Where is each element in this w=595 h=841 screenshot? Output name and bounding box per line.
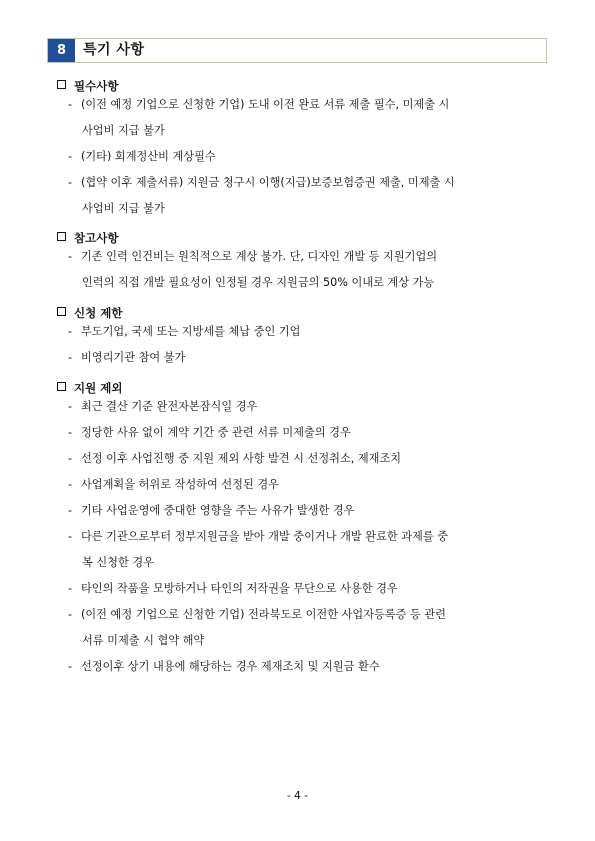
list-item <box>68 144 548 170</box>
list-item <box>68 394 548 420</box>
list-item <box>68 92 548 144</box>
list-item-text: (이전 예정 기업으로 신청한 기업) 도내 이전 완료 서류 제출 필수, 미제출 시 <box>81 98 450 111</box>
list-item-text: 비영리기관 참여 불가 <box>81 351 186 364</box>
list-item-text: 기타 사업운영에 중대한 영향을 주는 사유가 발생한 경우 <box>81 504 355 517</box>
checkbox-bullet-icon <box>57 232 66 241</box>
list-item <box>68 446 548 472</box>
checkbox-bullet-icon <box>57 80 66 89</box>
checkbox-bullet-icon <box>57 382 66 391</box>
dash-bullet-icon: - <box>68 400 73 413</box>
dash-bullet-icon: - <box>68 98 73 111</box>
page-number: - 4 - <box>287 790 308 802</box>
group-title-text: 참고사항 <box>74 231 119 245</box>
list-item-text: 사업비 지급 불가 <box>82 124 165 137</box>
section-header <box>47 38 547 63</box>
list-item-text: 서류 미제출 시 협약 해약 <box>82 634 205 647</box>
list-item <box>68 472 548 498</box>
group-title-text: 필수사항 <box>74 79 119 93</box>
list-item <box>68 345 548 371</box>
dash-bullet-icon: - <box>68 478 73 491</box>
list-item-text: 정당한 사유 없이 계약 기간 중 관련 서류 미제출의 경우 <box>81 426 351 439</box>
section-title: 특기 사항 <box>83 42 145 58</box>
list-item-text: 복 신청한 경우 <box>82 556 154 569</box>
section-number-badge: 8 <box>48 39 75 62</box>
list-item <box>68 244 548 296</box>
list-item <box>68 170 548 222</box>
list-item <box>68 498 548 524</box>
dash-bullet-icon: - <box>68 150 73 163</box>
list-item-text: 기존 인력 인건비는 원칙적으로 계상 불가. 단, 디자인 개발 등 지원기업의 <box>81 250 438 263</box>
list-item-text: 사업비 지급 불가 <box>82 202 165 215</box>
group-title-text: 신청 제한 <box>74 306 123 320</box>
list-item-text: (협약 이후 제출서류) 지원금 청구시 이행(지급)보증보험증권 제출, 미제출 시 <box>81 176 455 189</box>
list-item <box>68 524 548 576</box>
list-item <box>68 576 548 602</box>
dash-bullet-icon: - <box>68 582 73 595</box>
list-item <box>68 602 548 654</box>
dash-bullet-icon: - <box>68 250 73 263</box>
checkbox-bullet-icon <box>57 307 66 316</box>
list-item-text: 사업계획을 허위로 작성하여 선정된 경우 <box>81 478 279 491</box>
list-item-text: 선정 이후 사업진행 중 지원 제외 사항 발견 시 선정취소, 제재조치 <box>81 452 402 465</box>
list-item <box>68 654 548 680</box>
dash-bullet-icon: - <box>68 325 73 338</box>
list-item-text: 최근 결산 기준 완전자본잠식일 경우 <box>81 400 258 413</box>
dash-bullet-icon: - <box>68 608 73 621</box>
group-title-text: 지원 제외 <box>74 381 123 395</box>
dash-bullet-icon: - <box>68 504 73 517</box>
dash-bullet-icon: - <box>68 530 73 543</box>
dash-bullet-icon: - <box>68 452 73 465</box>
list-item-text: 인력의 직접 개발 필요성이 인정될 경우 지원금의 50% 이내로 계상 가능 <box>82 276 435 289</box>
dash-bullet-icon: - <box>68 351 73 364</box>
list-item <box>68 420 548 446</box>
dash-bullet-icon: - <box>68 176 73 189</box>
list-item-text: 부도기업, 국세 또는 지방세를 체납 중인 기업 <box>81 325 301 338</box>
list-item-text: 선정이후 상기 내용에 해당하는 경우 제재조치 및 지원금 환수 <box>81 660 380 673</box>
list-item-text: (이전 예정 기업으로 신청한 기업) 전라북도로 이전한 사업자등록증 등 관련 <box>81 608 446 621</box>
list-item-text: 타인의 작품을 모방하거나 타인의 저작권을 무단으로 사용한 경우 <box>81 582 398 595</box>
dash-bullet-icon: - <box>68 660 73 673</box>
list-item-text: (기타) 회계정산비 계상필수 <box>81 150 216 163</box>
dash-bullet-icon: - <box>68 426 73 439</box>
list-item-text: 다른 기관으로부터 정부지원금을 받아 개발 중이거나 개발 완료한 과제를 중 <box>81 530 449 543</box>
list-item <box>68 319 548 345</box>
